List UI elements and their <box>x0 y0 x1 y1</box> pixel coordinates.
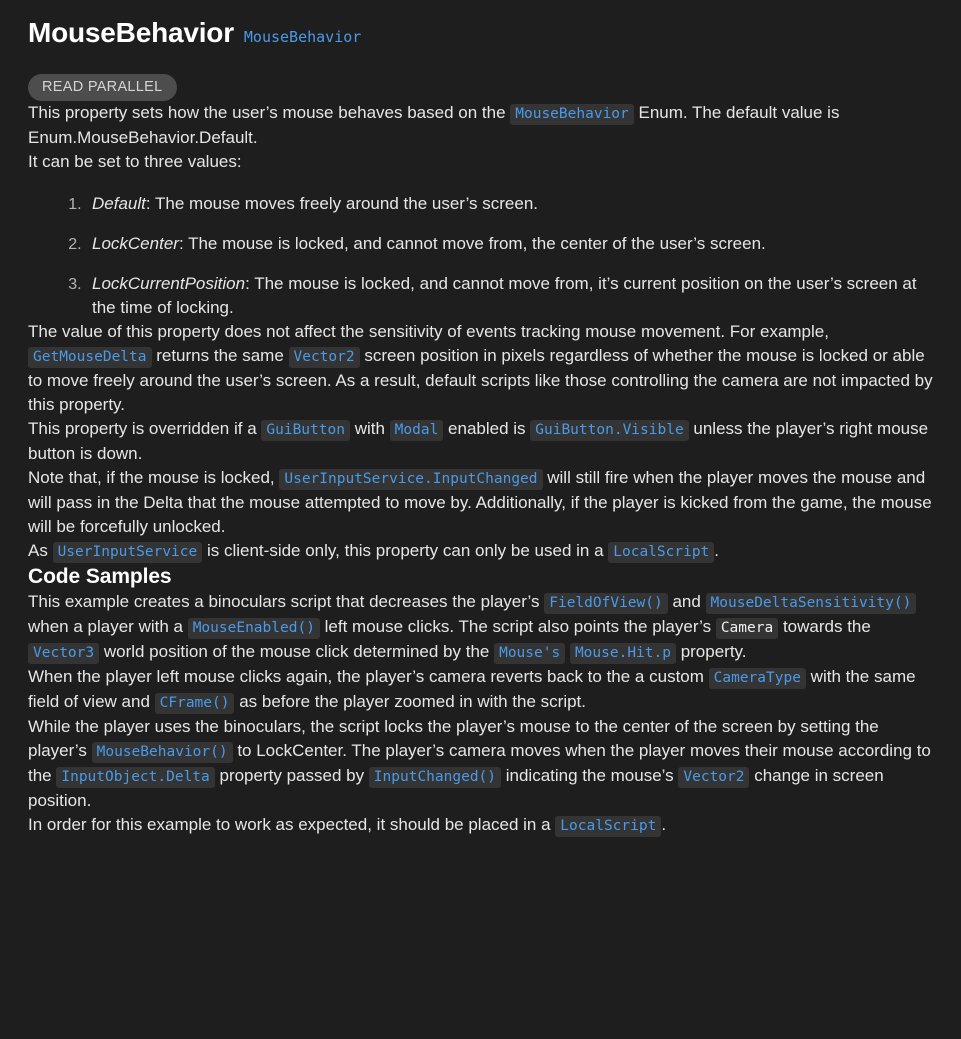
code-sample-paragraph-4 <box>28 813 933 838</box>
cs1-text-d: left mouse clicks. The script also points the player’s <box>319 617 716 636</box>
sensitivity-text-c: screen position in pixels regardless of whether the mouse is locked or able to move freely around the user’s screen. As a result, default scripts like those controlling the camera are not impacted by this property. <box>28 346 933 414</box>
intro-text-a: This property sets how the user’s mouse behaves based on the <box>28 103 511 122</box>
code-chip-mousebehavior-method[interactable]: MouseBehavior() <box>92 742 233 763</box>
cs1-text-h: property. <box>675 642 747 661</box>
cs1-text-e: towards the <box>778 617 871 636</box>
override-text-d: unless the player’s right mouse button is down. <box>28 419 929 463</box>
cs3-text-d: indicating the mouse’s <box>501 766 679 785</box>
code-chip-guibutton-visible[interactable]: GuiButton.Visible <box>530 420 688 441</box>
page-header <box>28 0 933 50</box>
list-item <box>86 192 933 216</box>
value-description: : The mouse is locked, and cannot move from, the center of the user’s screen. <box>178 234 766 253</box>
cs4-text-a: In order for this example to work as expected, it should be placed in a <box>28 815 556 834</box>
note-text-a: Note that, if the mouse is locked, <box>28 468 280 487</box>
list-item <box>86 232 933 256</box>
code-chip-mousebehavior[interactable]: MouseBehavior <box>510 104 634 125</box>
cs2-text-c: as before the player zoomed in with the script. <box>234 692 586 711</box>
code-chip-modal[interactable]: Modal <box>390 420 444 441</box>
code-chip-getmousedelta[interactable]: GetMouseDelta <box>28 347 152 368</box>
clientside-text-c: . <box>714 541 720 560</box>
cs1-text-b: and <box>667 592 706 611</box>
note-paragraph <box>28 466 933 539</box>
clientside-text-b: is client-side only, this property can only be used in a <box>202 541 609 560</box>
cs1-text-f: world position of the mouse click determined by the <box>99 642 495 661</box>
note-text-b: will still fire when the player moves the mouse and will pass in the Delta that the mouse attempted to move by. Additionally, if the player is kicked from the game, the mouse will be forcefully unlocked. <box>28 468 932 536</box>
page-title: MouseBehavior <box>28 17 234 48</box>
override-text-a: This property is overridden if a <box>28 419 262 438</box>
code-chip-vector2[interactable]: Vector2 <box>289 347 360 368</box>
cs1-text-a: This example creates a binoculars script that decreases the player’s <box>28 592 545 611</box>
cs3-text-b: to LockCenter. The player’s camera moves when the player moves their mouse according to the <box>28 741 931 785</box>
code-chip-fieldofview[interactable]: FieldOfView() <box>544 593 668 614</box>
code-chip-cameratype[interactable]: CameraType <box>709 668 806 689</box>
code-sample-paragraph-1 <box>28 590 933 665</box>
code-chip-vector3[interactable]: Vector3 <box>28 643 99 664</box>
code-chip-localscript[interactable]: LocalScript <box>608 542 714 563</box>
cs1-text-c: when a player with a <box>28 617 188 636</box>
cs3-text-e: change in screen position. <box>28 766 884 810</box>
page-title-code-name: MouseBehavior <box>243 28 362 46</box>
sensitivity-text-a: The value of this property does not affect the sensitivity of events tracking mouse movement. For example, <box>28 322 829 341</box>
value-term: LockCurrentPosition <box>92 274 246 293</box>
override-paragraph <box>28 417 933 466</box>
value-description: : The mouse moves freely around the user’s screen. <box>145 194 539 213</box>
values-lead-in: It can be set to three values: <box>28 152 242 171</box>
mousebehavior-values-list <box>28 192 933 320</box>
value-description: : The mouse is locked, and cannot move from, it’s current position on the user’s screen at the time of locking. <box>92 274 917 317</box>
code-chip-cframe[interactable]: CFrame() <box>155 693 235 714</box>
code-chip-mouse-hit-p[interactable]: Mouse.Hit.p <box>570 643 676 664</box>
cs3-text-c: property passed by <box>214 766 369 785</box>
intro-text-b: Enum. The default value is Enum.MouseBehavior.Default. <box>28 103 840 147</box>
clientside-text-a: As <box>28 541 53 560</box>
code-chip-camera: Camera <box>716 618 778 639</box>
code-chip-mouses[interactable]: Mouse's <box>494 643 565 664</box>
code-chip-mousedeltasensitivity[interactable]: MouseDeltaSensitivity() <box>706 593 917 614</box>
list-item <box>86 272 933 320</box>
cs4-text-b: . <box>661 815 667 834</box>
code-chip-inputobject-delta[interactable]: InputObject.Delta <box>56 767 214 788</box>
code-chip-userinputservice-inputchanged[interactable]: UserInputService.InputChanged <box>279 469 542 490</box>
override-text-b: with <box>349 419 390 438</box>
code-samples-heading: Code Samples <box>28 565 172 588</box>
override-text-c: enabled is <box>443 419 531 438</box>
badge-row <box>28 74 933 101</box>
code-chip-guibutton[interactable]: GuiButton <box>261 420 350 441</box>
code-chip-inputchanged[interactable]: InputChanged() <box>369 767 501 788</box>
thread-safety-badge: READ PARALLEL <box>28 74 177 101</box>
code-chip-mouseenabled[interactable]: MouseEnabled() <box>188 618 320 639</box>
cs3-text-a: While the player uses the binoculars, the script locks the player’s mouse to the center of the screen by setting the player’s <box>28 717 879 760</box>
cs2-text-a: When the player left mouse clicks again, the player’s camera reverts back to the a custom <box>28 667 709 686</box>
code-sample-paragraph-3 <box>28 715 933 813</box>
code-chip-localscript-2[interactable]: LocalScript <box>555 816 661 837</box>
code-sample-paragraph-2 <box>28 665 933 715</box>
intro-paragraph <box>28 101 933 150</box>
cs2-text-b: with the same field of view and <box>28 667 916 711</box>
sensitivity-paragraph <box>28 320 933 417</box>
sensitivity-text-b: returns the same <box>151 346 289 365</box>
value-term: LockCenter <box>92 234 179 253</box>
clientside-paragraph <box>28 539 933 564</box>
value-term: Default <box>92 194 146 213</box>
code-chip-userinputservice[interactable]: UserInputService <box>53 542 203 563</box>
code-chip-vector2-2[interactable]: Vector2 <box>678 767 749 788</box>
